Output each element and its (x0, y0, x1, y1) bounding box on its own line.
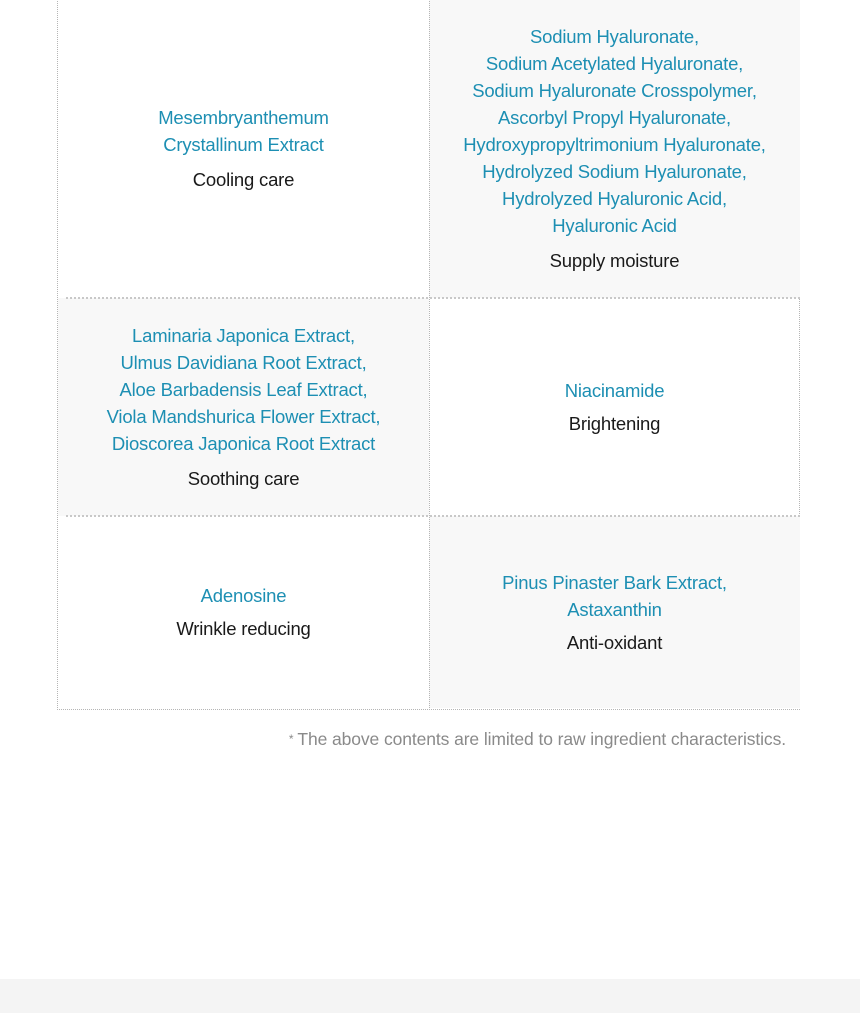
footer-band (0, 979, 860, 1013)
ingredient-list (565, 377, 665, 404)
ingredient-line: Adenosine (200, 585, 287, 606)
ingredient-line: Hyaluronic Acid (552, 214, 677, 236)
ingredient-list (201, 582, 287, 609)
ingredient-line: Sodium Hyaluronate, (530, 25, 699, 47)
disclaimer-note (289, 729, 786, 750)
ingredient-list (463, 23, 765, 239)
ingredient-line: Laminaria Japonica Extract, (132, 325, 355, 346)
ingredient-line: Mesembryanthemum (158, 106, 329, 128)
ingredient-line: Pinus Pinaster Bark Extract, (502, 571, 727, 593)
ingredient-line: Niacinamide (564, 380, 665, 401)
ingredient-line: Hydrolyzed Sodium Hyaluronate, (482, 160, 747, 182)
ingredient-cell-wrinkle (58, 516, 429, 708)
disclaimer-text: The above contents are limited to raw ingredient characteristics. (297, 729, 786, 749)
ingredient-cell-soothing (58, 298, 429, 516)
ingredient-line: Astaxanthin (567, 598, 662, 620)
effect-label: Supply moisture (549, 249, 680, 271)
ingredient-line: Hydroxypropyltrimonium Hyaluronate, (463, 133, 766, 155)
ingredient-cell-antioxidant (429, 516, 800, 708)
ingredient-cell-moisture (429, 0, 800, 298)
ingredient-cell-cooling (58, 0, 429, 298)
ingredient-list (158, 104, 329, 158)
ingredient-line: Sodium Hyaluronate Crosspolymer, (472, 79, 757, 101)
asterisk-mark: * (288, 732, 294, 746)
effect-label: Brightening (568, 413, 661, 434)
effect-label: Wrinkle reducing (176, 618, 311, 639)
ingredient-line: Sodium Acetylated Hyaluronate, (485, 52, 744, 74)
ingredient-list (502, 569, 727, 623)
ingredient-line: Crystallinum Extract (163, 133, 324, 155)
ingredient-grid (57, 0, 800, 710)
effect-label: Soothing care (187, 468, 300, 489)
ingredient-list (107, 322, 381, 457)
ingredient-line: Viola Mandshurica Flower Extract, (106, 406, 381, 427)
effect-label: Anti-oxidant (566, 631, 663, 653)
ingredient-line: Hydrolyzed Hyaluronic Acid, (502, 187, 727, 209)
ingredient-line: Ascorbyl Propyl Hyaluronate, (498, 106, 731, 128)
grid-divider-horizontal (66, 297, 800, 299)
ingredient-line: Ulmus Davidiana Root Extract, (120, 352, 367, 373)
ingredient-line: Dioscorea Japonica Root Extract (111, 433, 376, 454)
ingredient-line: Aloe Barbadensis Leaf Extract, (119, 379, 368, 400)
grid-divider-vertical (429, 0, 430, 708)
grid-divider-horizontal (66, 515, 800, 517)
effect-label: Cooling care (192, 168, 295, 190)
ingredient-cell-brightening (429, 298, 800, 516)
